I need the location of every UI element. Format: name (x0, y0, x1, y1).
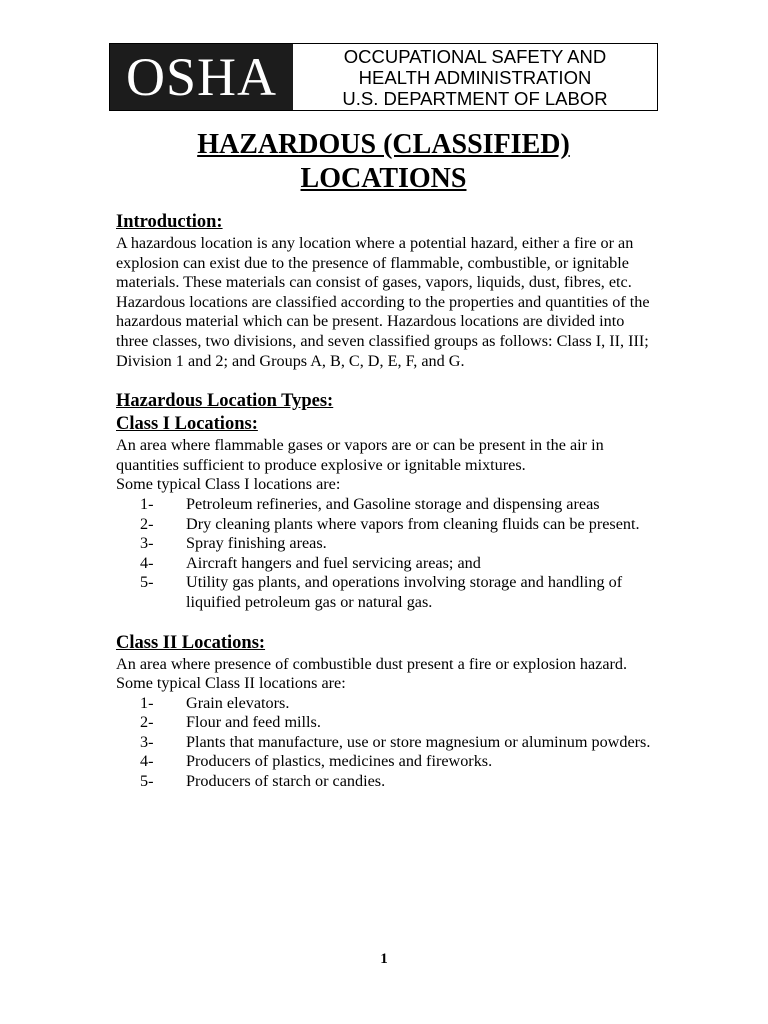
intro-paragraph-2: Hazardous locations are classified according to the properties and quantities of the hazardous material which can be present. Hazardous locations are divided into three classes, two divisions, and seven classified groups as follows: Class I, II, III; Division 1 and 2; and Groups A, B, C, D, E, F, and G. (116, 292, 650, 370)
item-number: 1- (140, 494, 154, 513)
item-text: Aircraft hangers and fuel servicing areas; and (186, 553, 481, 572)
item-number: 1- (140, 693, 154, 712)
title-line-1: HAZARDOUS (CLASSIFIED) (197, 129, 570, 160)
item-text: Spray finishing areas. (186, 534, 327, 553)
item-text: Producers of starch or candies. (186, 772, 386, 791)
list-item (116, 495, 656, 515)
list-item (116, 772, 656, 792)
item-number: 3- (140, 732, 154, 751)
item-text: Dry cleaning plants where vapors from cleaning fluids can be present. (186, 514, 640, 533)
list-item (116, 554, 656, 574)
list-item (116, 733, 656, 753)
class1-list (116, 495, 656, 613)
class1-lead: Some typical Class I locations are: (116, 475, 341, 494)
agency-name (293, 44, 657, 110)
item-text: Flour and feed mills. (186, 713, 321, 732)
document-body (116, 211, 656, 792)
agency-line: OCCUPATIONAL SAFETY AND (343, 45, 607, 67)
class2-description: An area where presence of combustible dust present a fire or explosion hazard. (116, 654, 628, 673)
class1-heading: Class I Locations: (116, 414, 258, 435)
agency-line: HEALTH ADMINISTRATION (358, 66, 592, 88)
list-item (116, 694, 656, 714)
item-number: 5- (140, 772, 154, 791)
item-text: Producers of plastics, medicines and fireworks. (186, 752, 493, 771)
osha-logo: OSHA (110, 44, 293, 110)
class1-description: An area where flammable gases or vapors are or can be present in the air in quantities sufficient to produce explosive or ignitable mixtures. (116, 436, 604, 474)
intro-heading: Introduction: (116, 212, 223, 232)
item-text: Plants that manufacture, use or store magnesium or aluminum powders. (186, 732, 651, 751)
item-number: 4- (140, 553, 154, 572)
title-line-2: LOCATIONS (300, 163, 467, 194)
item-text: Utility gas plants, and operations involving storage and handling of liquified petroleum gas or natural gas. (186, 573, 623, 611)
page-number: 1 (380, 951, 388, 967)
types-heading: Hazardous Location Types: (116, 391, 334, 412)
agency-line: U.S. DEPARTMENT OF LABOR (342, 87, 608, 109)
class2-lead: Some typical Class II locations are: (116, 674, 346, 693)
list-item (116, 534, 656, 554)
list-item (116, 713, 656, 733)
item-text: Grain elevators. (186, 693, 290, 712)
class2-list (116, 694, 656, 792)
item-number: 4- (140, 752, 154, 771)
item-number: 2- (140, 514, 154, 533)
document-title (109, 128, 658, 196)
osha-header (109, 43, 658, 111)
list-item (116, 573, 656, 612)
class2-heading: Class II Locations: (116, 632, 266, 653)
item-number: 2- (140, 713, 154, 732)
intro-paragraph-1: A hazardous location is any location where a potential hazard, either a fire or an explosion can exist due to the presence of flammable, combustible, or ignitable materials. These materials can consist of gases, vapors, liquids, dust, fibres, etc. (116, 234, 634, 292)
list-item (116, 752, 656, 772)
item-text: Petroleum refineries, and Gasoline storage and dispensing areas (186, 494, 600, 513)
list-item (116, 515, 656, 535)
item-number: 5- (140, 573, 154, 592)
item-number: 3- (140, 534, 154, 553)
